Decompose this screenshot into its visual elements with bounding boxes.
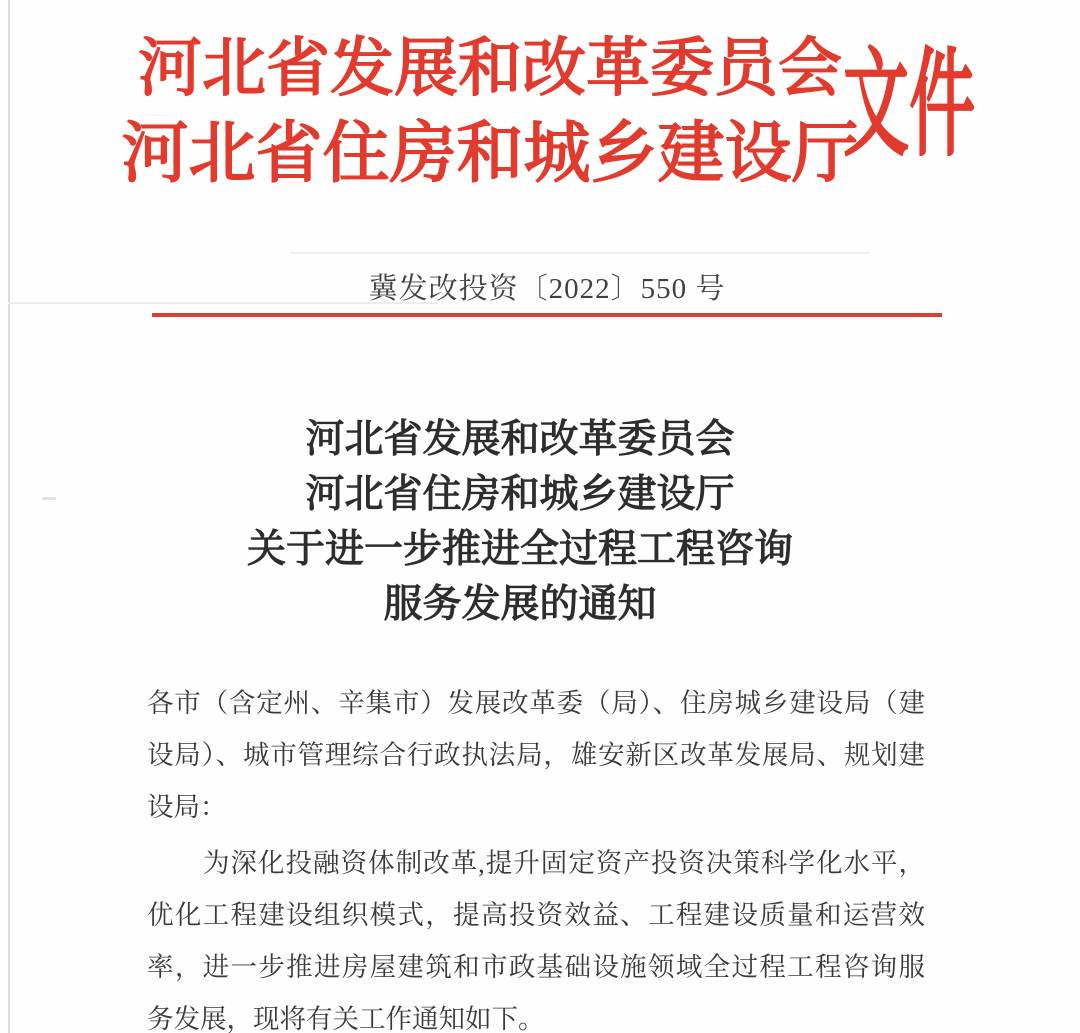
intro-line-3: 率，进一步推进房屋建筑和市政基础设施领域全过程工程咨询服 <box>147 952 925 982</box>
scan-smudge <box>42 497 56 500</box>
recipient-line-3: 设局： <box>147 792 227 822</box>
document-title-line-3: 关于进一步推进全过程工程咨询 <box>246 528 793 571</box>
red-divider-rule <box>152 313 942 317</box>
recipient-line-1: 各市（含定州、辛集市）发展改革委（局）、住房城乡建设局（建 <box>147 688 925 718</box>
recipients-paragraph <box>147 677 925 833</box>
letterhead-doc-label: 文件 <box>843 40 976 171</box>
document-title-line-2: 河北省住房和城乡建设厅 <box>305 473 735 516</box>
letterhead-org-line-2: 河北省住房和城乡建设厅 <box>121 117 859 191</box>
recipient-line-2: 设局）、城市管理综合行政执法局，雄安新区改革发展局、规划建 <box>147 740 925 770</box>
intro-line-2: 优化工程建设组织模式，提高投资效益、工程建设质量和运营效 <box>147 900 925 930</box>
letterhead-org-line-1: 河北省发展和改革委员会 <box>138 33 842 104</box>
document-title-line-4: 服务发展的通知 <box>383 583 657 626</box>
intro-line-4: 务发展，现将有关工作通知如下。 <box>147 1004 545 1033</box>
intro-line-1: 为深化投融资体制改革,提升固定资产投资决策科学化水平， <box>203 848 925 878</box>
document-number: 冀发改投资〔2022〕550 号 <box>368 273 726 305</box>
intro-paragraph <box>147 837 925 1033</box>
letterhead-org-block <box>118 26 862 196</box>
document-title <box>90 412 950 632</box>
document-body <box>147 677 925 1033</box>
paper-edge-artifact <box>8 0 10 1033</box>
document-title-line-1: 河北省发展和改革委员会 <box>305 418 735 461</box>
scan-fold-line <box>290 252 870 254</box>
